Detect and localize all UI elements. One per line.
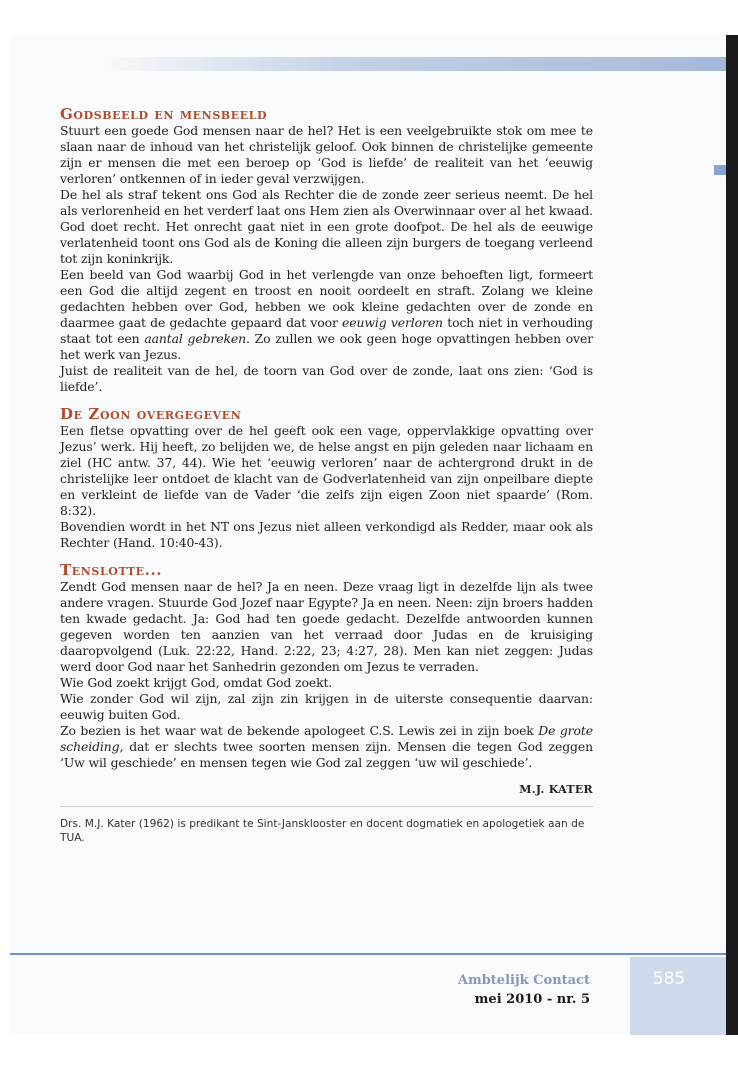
paragraph: Stuurt een goede God mensen naar de hel? Het is een veelgebruikte stok om mee te slaan naar de inhoud van het christelijk geloof. Ook binnen de christelijke gemeente zijn er mensen die met een beroep op ‘God is liefde’ de realiteit van het ‘eeuwig verloren’ ontkennen of in ieder geval verzwijgen. — [60, 123, 593, 186]
paragraph: Wie God zoekt krijgt God, omdat God zoekt. — [60, 675, 333, 690]
italic-phrase: aantal gebreken — [144, 331, 247, 346]
section-tenslotte — [60, 561, 593, 771]
article-body — [60, 105, 593, 845]
paragraph: De hel als straf tekent ons God als Rechter die de zonde zeer serieus neemt. De hel als verlorenheid en het verderf laat ons Hem zien als Overwinnaar over al het kwaad. God doet recht. Het onrecht gaat niet in een grote doofpot. De hel als de eeuwige verlatenheid toont ons God als de Koning die alleen zijn burgers de toegang verleend tot zijn koninkrijk. — [60, 187, 593, 266]
author-bio: Drs. M.J. Kater (1962) is predikant te Sint-Jansklooster en docent dogmatiek en apologetiek aan de TUA. — [60, 818, 585, 844]
paragraph-text: Een beeld van God waarbij God in het verlengde van onze behoeften ligt, formeert een God die altijd zegent en troost en nooit oordeelt en straft. Zolang we kleine gedachten hebben over God, hebben we ook kleine gedachten over de zonde en daarmee gaat de gedachte gepaard dat voor — [60, 267, 593, 330]
top-decorative-bar — [100, 57, 728, 71]
footer-rule — [10, 953, 728, 955]
paragraph: Wie zonder God wil zijn, zal zijn zin krijgen in de uiterste consequentie daarvan: eeuwig buiten God. — [60, 691, 593, 722]
paragraph — [60, 267, 593, 363]
section-heading: Tenslotte... — [60, 561, 163, 579]
section-heading: De Zoon overgegeven — [60, 405, 242, 423]
divider — [60, 806, 593, 807]
paragraph: Bovendien wordt in het NT ons Jezus niet alleen verkondigd als Redder, maar ook als Rechter (Hand. 10:40-43). — [60, 519, 593, 550]
magazine-title: Ambtelijk Contact — [457, 973, 590, 988]
paragraph: Zendt God mensen naar de hel? Ja en neen. Deze vraag ligt in dezelfde lijn als twee andere vragen. Stuurde God Jozef naar Egypte? Ja en neen. Neen: zijn broers hadden ten kwade gedacht. Ja: God had ten goede gedacht. Dezelfde antwoorden kunnen gegeven worden ten aanzien van het verraad door Judas en de kruisiging daaropvolgend (Luk. 22:22, Hand. 2:22, 23; 4:27, 28). Men kan niet zeggen: Judas werd door God naar het Sanhedrin gezonden om Jezus te verraden. — [60, 579, 593, 674]
paragraph-text: . Zo zullen we ook geen hoge opvattingen hebben over het werk van Jezus. — [60, 331, 594, 362]
author-signature: M.J. KATER — [519, 783, 593, 796]
section-heading: Godsbeeld en mensbeeld — [60, 105, 268, 123]
page-sheet — [10, 35, 728, 1035]
paragraph-text: Zo bezien is het waar wat de bekende apologeet C.S. Lewis zei in zijn boek — [60, 723, 539, 738]
paragraph-text: , dat er slechts twee soorten mensen zijn. Mensen die tegen God zeggen ‘Uw wil geschiede’ en mensen tegen wie God zal zeggen ‘uw wil geschiede’. — [60, 739, 593, 770]
italic-phrase: eeuwig verloren — [342, 315, 443, 330]
paragraph: Juist de realiteit van de hel, de toorn van God over de zonde, laat ons zien: ‘God is liefde’. — [60, 363, 593, 394]
paragraph — [60, 723, 593, 771]
page-number: 585 — [652, 969, 686, 989]
issue-label: mei 2010 - nr. 5 — [474, 992, 590, 1007]
section-de-zoon — [60, 405, 593, 551]
section-godsbeeld — [60, 105, 593, 395]
paragraph-text: toch niet in verhouding staat tot een — [60, 315, 593, 346]
binding-edge — [726, 35, 738, 1035]
paragraph: Een fletse opvatting over de hel geeft ook een vage, oppervlakkige opvatting over Jezus’ werk. Hij heeft, zo belijden we, de helse angst en pijn geleden naar lichaam en ziel (HC antw. 37, 44). Wie het ‘eeuwig verloren’ naar de achtergrond drukt in de christelijke leer ontdoet de klacht van de Godverlatenheid van zijn onpeilbare diepte en verkleint de liefde van de Vader ‘die zelfs zijn eigen Zoon niet spaarde’ (Rom. 8:32). — [60, 423, 593, 518]
italic-phrase: De grote scheiding — [60, 723, 593, 754]
